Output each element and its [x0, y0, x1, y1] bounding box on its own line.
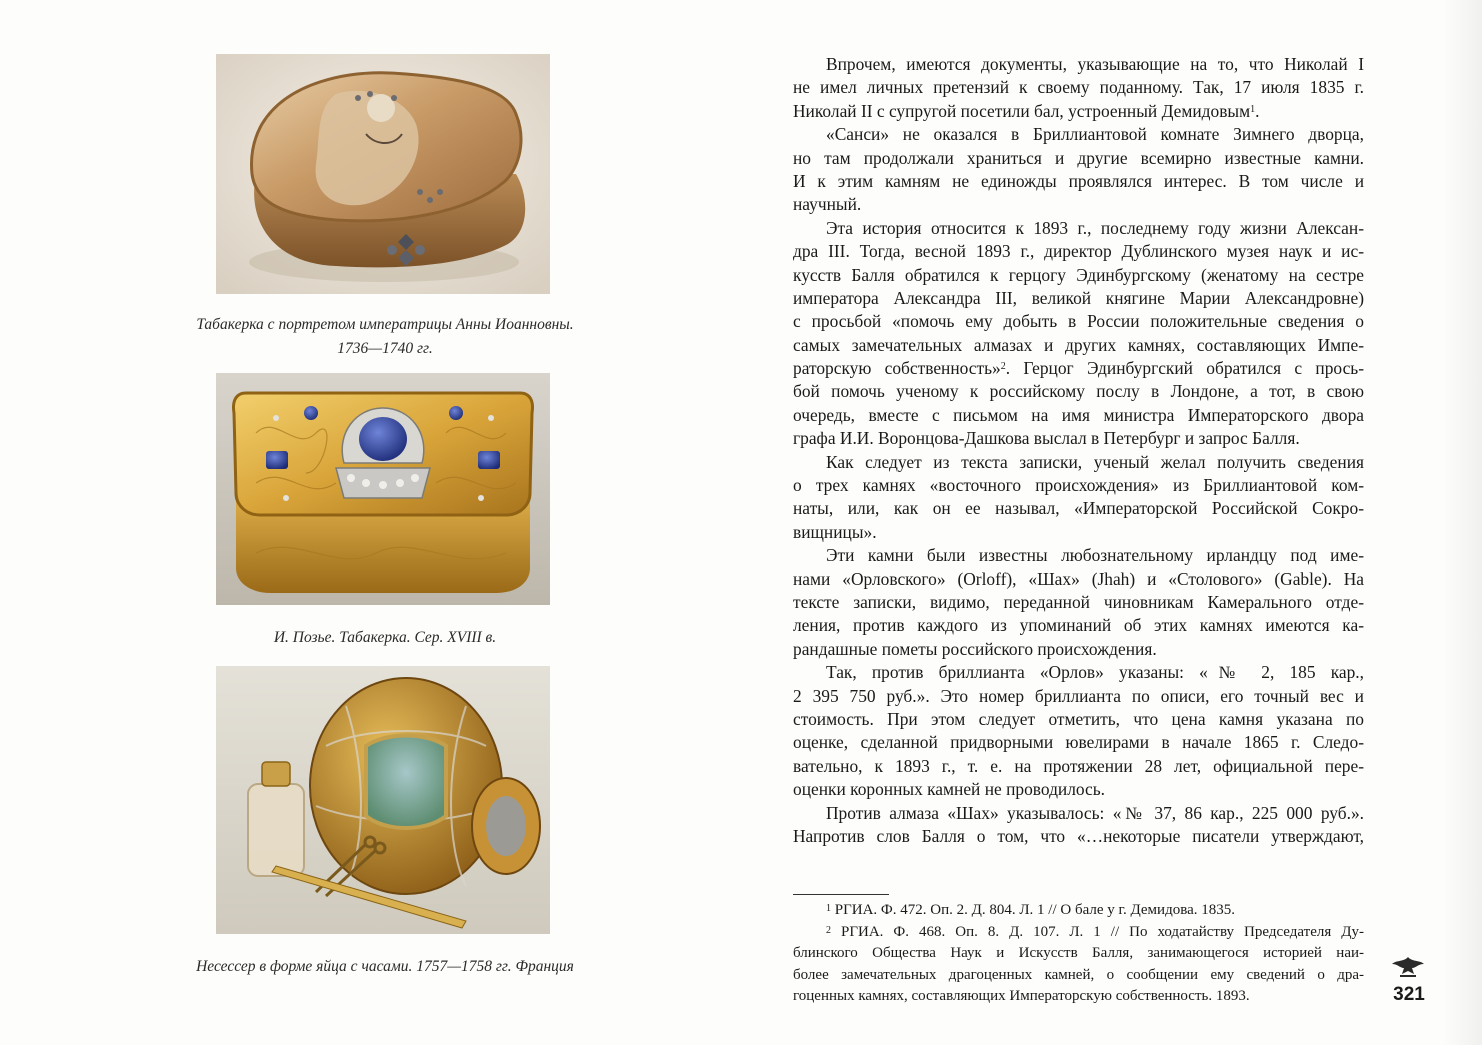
footnote-text: РГИА. Ф. 468. Оп. 8. Д. 107. Л. 1 // По ходатайству Председателя Ду-: [841, 923, 1364, 940]
text-line: «Санси» не оказался в Бриллиантовой комнате Зимнего дворца,: [826, 124, 1364, 145]
text-line: оценке, сделанной придворными ювелирами в начале 1865 г. Следо-: [793, 732, 1364, 753]
footnote-2: [793, 922, 1364, 944]
text-line: Николай II с супругой посетили бал, устроенный Демидовым$^1$.: [793, 100, 1260, 121]
text-line: 2 395 750 руб.». Это номер бриллианта по описи, его точный вес и: [793, 685, 1364, 706]
text-fragment: . Герцог Эдинбургский обратился с прось-: [1005, 358, 1365, 379]
photo-agate-snuffbox: [216, 54, 550, 294]
text-line: нами «Орловского» (Orloff), «Шах» (Jhah) и «Столового» (Gable). На: [793, 568, 1364, 589]
footnote-ref[interactable]: 2: [1000, 361, 1006, 373]
text-line: Впрочем, имеются документы, указывающие на то, что Николай I: [826, 54, 1364, 74]
text-line: императора Александра III, великой княгине Марии Александровне): [793, 287, 1364, 308]
text-line: с просьбой «помочь ему добыть в России положительные сведения о: [793, 311, 1364, 332]
text-line: очередь, вместе с письмом на имя министра Императорского двора: [793, 404, 1364, 425]
text-line: бой помочь ученому к российскому послу в Лондоне, а тот, в свою: [793, 381, 1364, 402]
footnote-mark: 2: [826, 924, 831, 936]
text-line: вищницы».: [793, 521, 877, 542]
text-fragment: Николай II с супругой посетили бал, устроенный Демидовым: [793, 100, 1251, 121]
text-line: Как следует из текста записки, ученый желал получить сведения: [826, 451, 1364, 472]
caption-line: 1736—1740 гг.: [337, 340, 433, 357]
caption-3: [150, 955, 620, 979]
text-line: Напротив слов Балля о том, что «…некоторые писатели утверждают,: [793, 825, 1364, 846]
text-line: но там продолжали храниться и другие всемирно известные камни.: [793, 147, 1364, 168]
page-number: 321: [1393, 984, 1425, 1005]
caption-2: [150, 626, 620, 650]
text-line: о трех камнях «восточного происхождения» из Бриллиантовой ком-: [793, 475, 1364, 496]
text-line: Так, против бриллианта «Орлов» указаны: «№ 2, 185 кар.,: [826, 662, 1364, 683]
text-line: оценки коронных камней не проводилось.: [793, 779, 1106, 800]
right-page: [760, 0, 1482, 1045]
footnote-separator: [793, 894, 889, 895]
footnote-text: блинского Общества Наук и Искусств Балля, занимающегося историей наи-: [793, 945, 1364, 962]
text-line: кусств Балля обратился к герцогу Эдинбургскому (женатому на сестре: [793, 264, 1364, 285]
footnote-mark: 1: [826, 903, 831, 914]
caption-line: И. Позье. Табакерка. Сер. XVIII в.: [273, 629, 497, 646]
footnotes: [793, 900, 1364, 1008]
text-line: стоимость. При этом следует отметить, что цена камня указана по: [793, 708, 1364, 729]
text-line: наты, или, как он ее называл, «Императорской Российской Сокро-: [793, 498, 1364, 519]
text-line: И к этим камням не единожды проявлялся интерес. В том числе и: [793, 170, 1364, 191]
text-line: Эти камни были известны любознательному ирландцу под име-: [826, 545, 1364, 566]
caption-line: Несессер в форме яйца с часами. 1757—1758 гг. Франция: [196, 958, 574, 975]
text-line: тексте записки, видимо, переданной чиновникам Камерального отде-: [793, 591, 1364, 612]
footnote-1: [793, 900, 1364, 922]
text-line: не имел личных претензий к своему поданному. Так, 17 июля 1835 г.: [793, 77, 1364, 98]
photo-gold-snuffbox: [216, 373, 550, 605]
text-line: дра III. Тогда, весной 1893 г., директор Дублинского музея наук и ис-: [793, 241, 1364, 262]
text-line: Эта история относится к 1893 г., последнему году жизни Алексан-: [826, 217, 1364, 238]
text-line: самых замечательных алмазах и других камнях, составляющих Импе-: [793, 334, 1364, 355]
text-line: научный.: [793, 194, 862, 215]
caption-line: Табакерка с портретом императрицы Анны Иоанновны.: [196, 316, 574, 333]
footnote-text: более замечательных драгоценных камней, о сообщении ему сведений о дра-: [793, 966, 1364, 983]
caption-1: [150, 313, 620, 361]
text-line: ления, против каждого из упоминаний об этих камнях имеются ка-: [793, 615, 1364, 636]
text-line: Против алмаза «Шах» указывалось: «№ 37, 86 кар., 225 000 руб.».: [826, 802, 1364, 823]
text-line: рандашные пометы российского происхождения.: [793, 638, 1157, 659]
photo-egg-necessaire: [216, 666, 550, 934]
eagle-ornament-icon: [1390, 954, 1426, 985]
footnote-text: РГИА. Ф. 472. Оп. 2. Д. 804. Л. 1 // О бале у г. Демидова. 1835.: [834, 902, 1236, 918]
text-line: графа И.И. Воронцова-Дашкова выслал в Петербург и запрос Балля.: [793, 428, 1300, 449]
text-line: [793, 357, 1364, 380]
page-edge-shadow: [1442, 0, 1482, 1045]
text-line: вательно, к 1893 г., т. е. на протяжении 28 лет, официальной пере-: [793, 755, 1364, 776]
body-text: [793, 53, 1364, 848]
footnote-ref[interactable]: 1: [1250, 103, 1256, 115]
footnote-text: гоценных камнях, составляющих Императорскую собственность. 1893.: [793, 988, 1250, 1005]
text-fragment: раторскую собственность»: [793, 358, 1001, 379]
